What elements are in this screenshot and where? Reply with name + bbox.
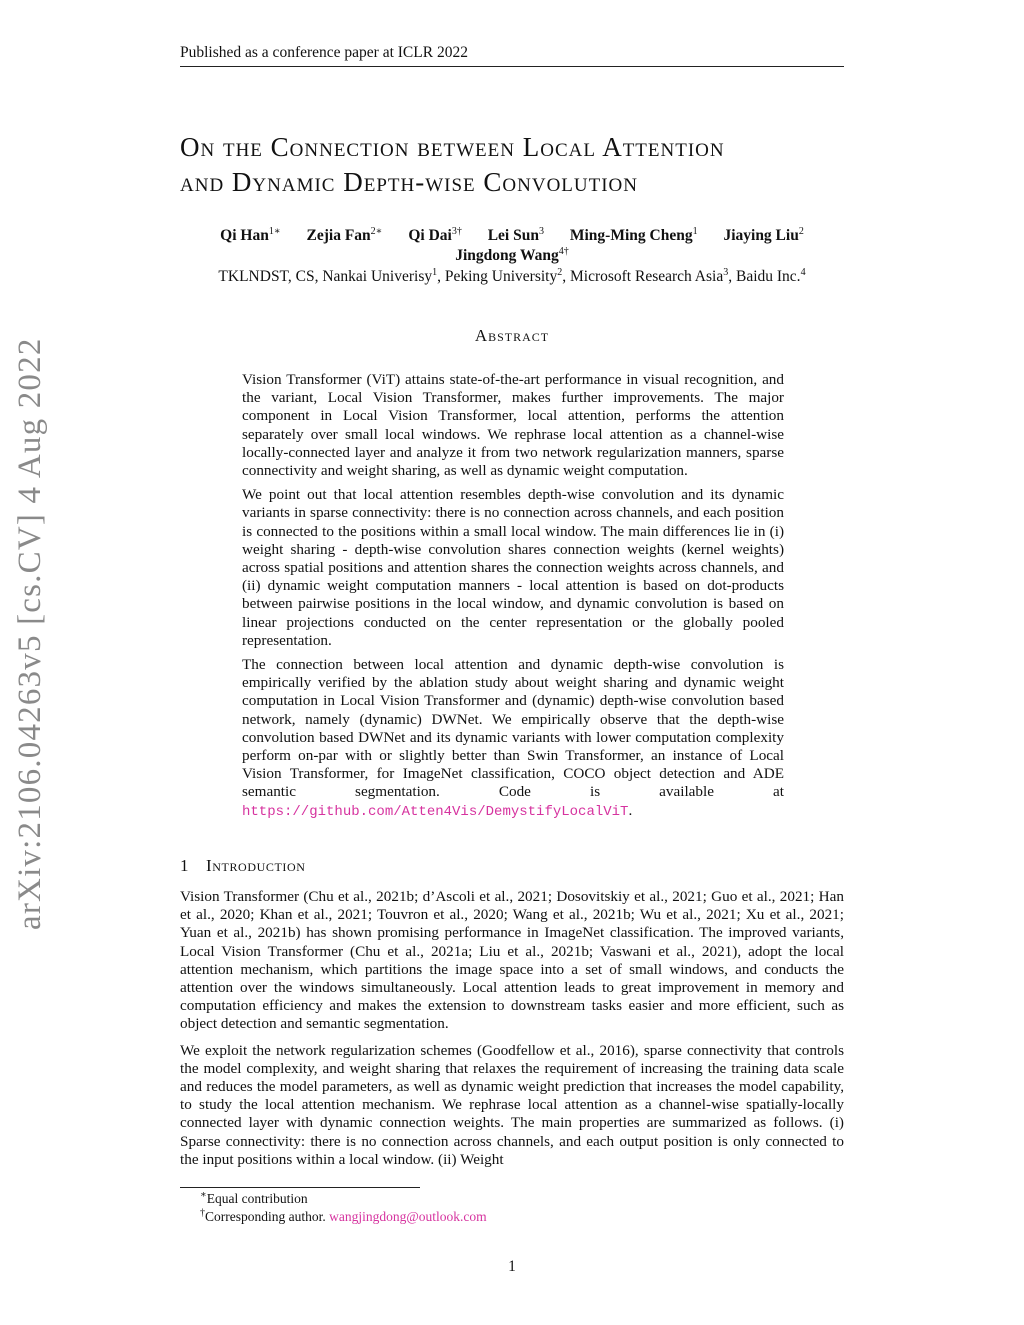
title-line-1: On the Connection between Local Attention: [180, 132, 725, 162]
author-mark: 3†: [451, 225, 462, 237]
author-name: Lei Sun: [487, 227, 539, 244]
abstract-paragraph: Vision Transformer (ViT) attains state-of-the-art performance in visual recognition, and the variant, Local Vision Transformer, makes further improvements. The major component in Local Vision Transformer, local attention, performs the attention separately over small local windows. We rephrase local attention as a channel-wise locally-connected layer and analyze it from two network regularization manners, sparse connectivity and weight sharing, as well as dynamic weight computation.: [242, 371, 784, 480]
body-paragraph: Vision Transformer (Chu et al., 2021b; d’Ascoli et al., 2021; Dosovitskiy et al., 2021; Guo et al., 2021; Han et al., 2020; Khan et al., 2021; Touvron et al., 2020; Wang et al., 2021b; Wu et al., 2021; Xu et al., 2021; Yuan et al., 2021b) has shown promising performance in ImageNet classification. The improved variants, Local Vision Transformer (Chu et al., 2021a; Liu et al., 2021b; Vaswani et al., 2021), adopt the local attention mechanism, which partitions the image space into a set of small windows, and conducts the attention over the windows simultaneously. Local attention leads to great improvement in memory and computation efficiency and makes the extension to downstream tasks easier and more efficient, such as object detection and semantic segmentation.: [180, 888, 844, 1033]
author-mark: 4†: [558, 245, 569, 257]
abstract-paragraph: We point out that local attention resembles depth-wise convolution and its dynamic variants in sparse connectivity: there is no connection across channels, and each position is connected to the positions within a small local window. The main differences lie in (i) weight sharing - depth-wise convolution shares connection weights (kernel weights) across spatial positions and attention shares the connection weights across channels, and (ii) dynamic weight computation manners - local attention is based on dot-products between pairwise positions in the local window, and dynamic convolution is based on linear projections conducted on the center representation or the globally pooled representation.: [242, 486, 784, 649]
paper-title: [180, 130, 860, 200]
footnote-equal: ∗Equal contribution: [200, 1189, 308, 1206]
section-heading: [180, 856, 844, 876]
abstract-heading: Abstract: [474, 326, 550, 345]
footnote-corresponding: †Corresponding author. wangjingdong@outlook.com: [200, 1207, 487, 1224]
author-mark: 1∗: [268, 225, 281, 237]
abstract-paragraph: The connection between local attention and dynamic depth-wise convolution is empirically verified by the ablation study about weight sharing and dynamic weight computation in Local Vision Transformer and (dynamic) depth-wise convolution based network, namely (dynamic) DWNet. We empirically observe that the depth-wise convolution based DWNet and its dynamic variants with lower computation complexity perform on-par with or slightly better than Swin Transformer, an instance of Local Vision Transformer, for ImageNet classification, COCO object detection and ADE semantic segmentation. Code is available at https://github.com/Atten4Vis/DemystifyLocalViT.: [242, 656, 784, 820]
abstract-body: [242, 371, 784, 827]
body-paragraph: We exploit the network regularization schemes (Goodfellow et al., 2016), sparse connectivity that controls the model complexity, and weight sharing that relaxes the requirement of increasing the training data scale and reduces the model parameters, as well as dynamic weight prediction that increases the model capability, to study the local attention mechanism. We rephrase local attention as a channel-wise spatially-locally connected layer with dynamic connection weights. The main properties are summarized as follows. (i) Sparse connectivity: there is no connection across channels, and each output position is only connected to the input positions within a local window. (ii) Weight: [180, 1041, 844, 1168]
author-mark: 3: [538, 225, 544, 237]
page-number: 1: [508, 1258, 516, 1275]
footnotes: [180, 1190, 844, 1226]
running-header: Published as a conference paper at ICLR 2022: [180, 44, 844, 67]
author-name: Jiaying Liu: [723, 227, 799, 244]
arxiv-stamp: arXiv:2106.04263v5 [cs.CV] 4 Aug 2022: [12, 337, 48, 930]
title-line-2: and Dynamic Depth-wise Convolution: [180, 167, 638, 197]
author-list: [180, 226, 844, 266]
author-name: Zejia Fan: [306, 227, 371, 244]
author-name: Jingdong Wang: [455, 247, 559, 264]
author-mark: 2∗: [370, 225, 383, 237]
footnote-rule: [180, 1187, 420, 1188]
author-name: Qi Dai: [408, 227, 452, 244]
author-mark: 1: [692, 225, 698, 237]
author-name: Qi Han: [220, 227, 269, 244]
author-mark: 2: [798, 225, 804, 237]
code-link[interactable]: https://github.com/Atten4Vis/DemystifyLocalViT: [242, 803, 629, 820]
author-name: Ming-Ming Cheng: [569, 227, 693, 244]
section-body: [180, 888, 844, 1177]
section-title: Introduction: [206, 856, 306, 875]
section-number: 1: [180, 856, 190, 875]
affiliations: TKLNDST, CS, Nankai Univerisy$^1$, Peking University$^2$, Microsoft Research Asia$^3$, Baidu Inc.$^4$: [218, 266, 806, 285]
email-link[interactable]: wangjingdong@outlook.com: [329, 1209, 487, 1224]
